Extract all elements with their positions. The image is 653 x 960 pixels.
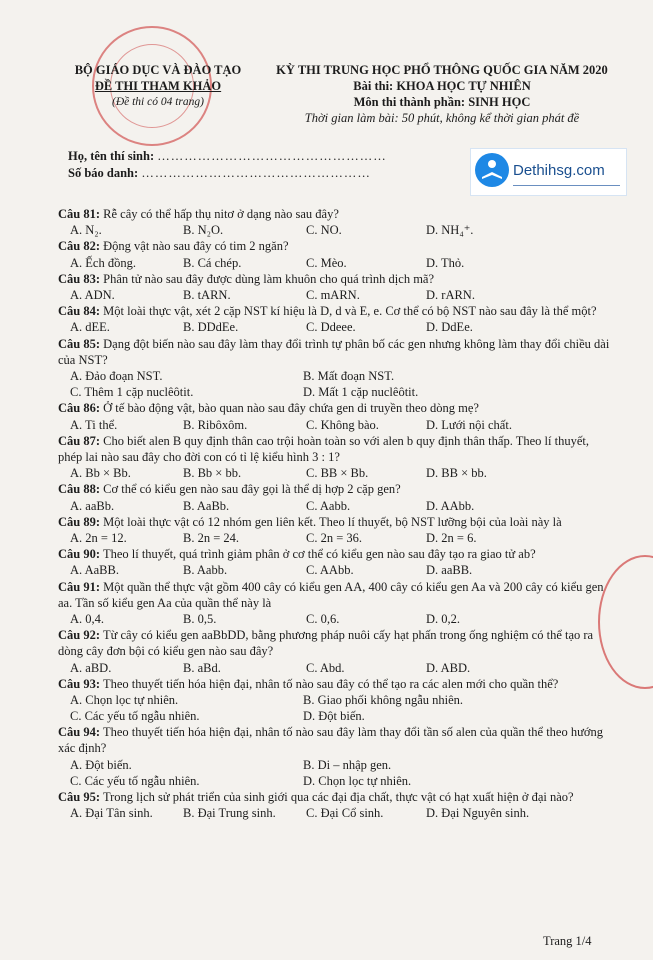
candidate-id-label: Số báo danh: — [68, 166, 139, 180]
question-text: Dạng đột biến nào sau đây làm thay đổi trình tự phân bố các gen nhưng không làm thay đổi chiều dài của NST? — [58, 336, 610, 367]
answer-option: C. 2n = 36. — [306, 530, 363, 545]
question-stem — [58, 546, 613, 562]
answer-option: A. N₂. — [70, 223, 102, 238]
answer-options-row — [58, 611, 613, 627]
answer-option: D. 2n = 6. — [426, 530, 477, 545]
question-number: Câu 92: — [58, 628, 101, 643]
time-limit: Thời gian làm bài: 50 phút, không kể thời gian phát đề — [304, 111, 580, 125]
answer-option: B. tARN. — [183, 287, 231, 302]
answer-option: B. Bb × bb. — [183, 466, 242, 481]
answer-option: C. NO. — [306, 223, 342, 238]
question-stem — [58, 303, 613, 319]
question-number: Câu 85: — [58, 336, 101, 351]
question-number: Câu 84: — [58, 304, 101, 319]
question-number: Câu 89: — [58, 514, 101, 529]
question-number: Câu 93: — [58, 676, 101, 691]
answer-option: C. AAbb. — [306, 563, 354, 578]
candidate-info — [68, 148, 387, 182]
answer-option: D. Lưới nội chất. — [426, 417, 512, 432]
question-item — [58, 303, 613, 335]
question-item — [58, 789, 613, 821]
page-number: Trang 1/4 — [543, 934, 592, 948]
question-stem — [58, 481, 613, 497]
answer-options-row — [58, 692, 613, 708]
answer-option: C. Các yếu tố ngẫu nhiên. — [70, 709, 200, 724]
answer-option: B. 2n = 24. — [183, 530, 240, 545]
answer-option: D. ABD. — [426, 660, 471, 675]
answer-option: D. Thỏ. — [426, 255, 465, 270]
answer-option: D. Chọn lọc tự nhiên. — [303, 773, 412, 788]
answer-option: C. Không bào. — [306, 417, 379, 432]
question-stem — [58, 514, 613, 530]
answer-option: B. Mất đoạn NST. — [303, 368, 395, 383]
question-text: Theo thuyết tiến hóa hiện đại, nhân tố nào sau đây có thể tạo ra các alen mới cho quần thể? — [102, 676, 559, 691]
question-number: Câu 82: — [58, 239, 101, 254]
question-text: Rễ cây có thể hấp thụ nitơ ở dạng nào sau đây? — [103, 207, 339, 221]
answer-option: A. ADN. — [70, 287, 115, 302]
site-brand: Dethihsg.com — [513, 162, 605, 179]
question-stem — [58, 627, 613, 659]
answer-option: C. Mèo. — [306, 255, 347, 270]
question-stem — [58, 238, 613, 254]
answer-option: C. Thêm 1 cặp nuclêôtit. — [70, 385, 194, 400]
candidate-name-dots: …………………………………………… — [157, 149, 387, 163]
question-stem — [58, 336, 613, 368]
question-number: Câu 90: — [58, 547, 101, 562]
answer-option: A. Ti thể. — [70, 417, 118, 432]
question-text: Cho biết alen B quy định thân cao trội hoàn toàn so với alen b quy định thân thấp. Theo lí thuyết, phép lai nào sau đây cho đời con có tỉ lệ kiểu hình 3 : 1? — [58, 433, 589, 464]
answer-option: C. mARN. — [306, 287, 360, 302]
question-item — [58, 336, 613, 401]
site-logo[interactable] — [470, 148, 627, 196]
header-left — [58, 62, 258, 110]
question-item — [58, 676, 613, 725]
subject: Môn thi thành phần: SINH HỌC — [353, 95, 531, 109]
question-number: Câu 94: — [58, 725, 101, 740]
answer-options-row — [58, 255, 613, 271]
answer-option: C. 0,6. — [306, 611, 340, 626]
question-list — [58, 206, 613, 821]
question-item — [58, 514, 613, 546]
question-item — [58, 433, 613, 482]
question-number: Câu 81: — [58, 207, 101, 221]
answer-options-row — [58, 498, 613, 514]
answer-option: D. NH₄⁺. — [426, 223, 474, 238]
question-stem — [58, 676, 613, 692]
question-stem — [58, 206, 613, 222]
answer-option: B. DDdEe. — [183, 320, 239, 335]
answer-option: B. 0,5. — [183, 611, 217, 626]
answer-option: B. N₂O. — [183, 223, 224, 238]
answer-option: A. Đột biến. — [70, 757, 132, 772]
page-count-note: (Đề thi có 04 trang) — [112, 96, 204, 108]
question-number: Câu 91: — [58, 579, 101, 594]
answer-options-row — [58, 805, 613, 821]
question-number: Câu 86: — [58, 401, 101, 416]
answer-option: B. Đại Trung sinh. — [183, 806, 276, 821]
answer-options-row — [58, 562, 613, 578]
answer-option: A. Đại Tân sinh. — [70, 806, 153, 821]
answer-option: C. Aabb. — [306, 498, 351, 513]
answer-option: A. aBD. — [70, 660, 112, 675]
answer-option: B. aBd. — [183, 660, 221, 675]
logo-underline — [513, 185, 620, 186]
question-item — [58, 400, 613, 432]
question-number: Câu 87: — [58, 433, 101, 448]
answer-option: A. Đảo đoạn NST. — [70, 368, 163, 383]
answer-option: D. DdEe. — [426, 320, 473, 335]
answer-options-row — [58, 660, 613, 676]
answer-option: A. aaBb. — [70, 498, 115, 513]
answer-option: D. 0,2. — [426, 611, 461, 626]
question-item — [58, 481, 613, 513]
answer-options-row — [58, 319, 613, 335]
answer-option: D. AAbb. — [426, 498, 475, 513]
answer-option: D. Đột biến. — [303, 709, 365, 724]
answer-option: A. 0,4. — [70, 611, 105, 626]
answer-options-row — [58, 368, 613, 384]
answer-option: B. AaBb. — [183, 498, 230, 513]
answer-option: D. Đại Nguyên sinh. — [426, 806, 530, 821]
question-text: Một loài thực vật, xét 2 cặp NST kí hiệu là D, d và E, e. Cơ thể có bộ NST nào sau đây là thể một? — [103, 304, 597, 319]
answer-option: D. rARN. — [426, 287, 475, 302]
answer-option: B. Aabb. — [183, 563, 228, 578]
ministry-name: BỘ GIÁO DỤC VÀ ĐÀO TẠO — [74, 63, 242, 77]
answer-option: A. AaBB. — [70, 563, 119, 578]
question-stem — [58, 579, 613, 611]
question-stem — [58, 271, 613, 287]
answer-option: A. dEE. — [70, 320, 110, 335]
question-number: Câu 88: — [58, 482, 101, 497]
question-text: Trong lịch sử phát triển của sinh giới qua các đại địa chất, thực vật có hạt xuất hiện ở đại nào? — [102, 790, 574, 805]
question-stem — [58, 433, 613, 465]
answer-options-row — [58, 773, 613, 789]
answer-option: C. Abd. — [306, 660, 345, 675]
answer-options-row — [58, 530, 613, 546]
answer-option: C. Các yếu tố ngẫu nhiên. — [70, 773, 200, 788]
question-number: Câu 83: — [58, 271, 101, 286]
question-item — [58, 206, 613, 238]
answer-option: D. aaBB. — [426, 563, 473, 578]
answer-option: D. Mất 1 cặp nuclêôtit. — [303, 385, 419, 400]
header-right — [248, 62, 636, 126]
answer-options-row — [58, 417, 613, 433]
question-item — [58, 271, 613, 303]
reader-icon — [475, 153, 509, 187]
answer-option: C. Ddeee. — [306, 320, 356, 335]
answer-option: B. Ribôxôm. — [183, 417, 248, 432]
answer-options-row — [58, 384, 613, 400]
answer-option: A. Chọn lọc tự nhiên. — [70, 692, 179, 707]
question-item — [58, 579, 613, 628]
question-text: Từ cây có kiểu gen aaBbDD, bằng phương pháp nuôi cấy hạt phấn trong ống nghiệm có thể tạo ra dòng cây đơn bội có kiểu gen nào sau đây? — [58, 628, 594, 659]
question-stem — [58, 789, 613, 805]
document-type: ĐỀ THI THAM KHẢO — [94, 79, 222, 93]
question-text: Theo lí thuyết, quá trình giảm phân ở cơ thể có kiểu gen nào sau đây tạo ra giao tử ab? — [102, 547, 536, 562]
answer-options-row — [58, 222, 613, 238]
candidate-id-dots: …………………………………………… — [141, 166, 371, 180]
question-stem — [58, 400, 613, 416]
answer-option: C. BB × Bb. — [306, 466, 369, 481]
answer-options-row — [58, 757, 613, 773]
answer-option: B. Cá chép. — [183, 255, 242, 270]
question-item — [58, 724, 613, 789]
answer-option: A. Ếch đồng. — [70, 255, 136, 270]
answer-option: B. Di – nhập gen. — [303, 757, 392, 772]
question-item — [58, 546, 613, 578]
question-item — [58, 238, 613, 270]
question-text: Ở tế bào động vật, bào quan nào sau đây chứa gen di truyền theo dòng mẹ? — [103, 401, 479, 416]
candidate-name-label: Họ, tên thí sinh: — [68, 149, 155, 163]
answer-option: C. Đại Cổ sinh. — [306, 806, 384, 821]
question-item — [58, 627, 613, 676]
answer-options-row — [58, 287, 613, 303]
answer-option: B. Giao phối không ngẫu nhiên. — [303, 692, 464, 707]
question-text: Một loài thực vật có 12 nhóm gen liên kết. Theo lí thuyết, bộ NST lưỡng bội của loài này là — [103, 514, 562, 529]
question-number: Câu 95: — [58, 790, 101, 805]
answer-option: A. 2n = 12. — [70, 530, 127, 545]
answer-options-row — [58, 708, 613, 724]
answer-option: A. Bb × Bb. — [70, 466, 131, 481]
question-text: Cơ thể có kiểu gen nào sau đây gọi là thể dị hợp 2 cặp gen? — [103, 482, 401, 497]
exam-name: Bài thi: KHOA HỌC TỰ NHIÊN — [353, 79, 531, 93]
answer-option: D. BB × bb. — [426, 466, 487, 481]
question-stem — [58, 724, 613, 756]
question-text: Động vật nào sau đây có tim 2 ngăn? — [103, 239, 289, 254]
answer-options-row — [58, 465, 613, 481]
exam-title: KỲ THI TRUNG HỌC PHỔ THÔNG QUỐC GIA NĂM 2020 — [276, 63, 608, 77]
question-text: Phân tử nào sau đây được dùng làm khuôn cho quá trình dịch mã? — [103, 271, 435, 286]
question-text: Theo thuyết tiến hóa hiện đại, nhân tố nào sau đây làm thay đổi tần số alen của quần thể theo hướng xác định? — [58, 725, 603, 756]
question-text: Một quần thể thực vật gồm 400 cây có kiểu gen AA, 400 cây có kiểu gen Aa và 200 cây có kiểu gen aa. Tần số kiểu gen Aa của quần thể này là — [58, 579, 604, 610]
